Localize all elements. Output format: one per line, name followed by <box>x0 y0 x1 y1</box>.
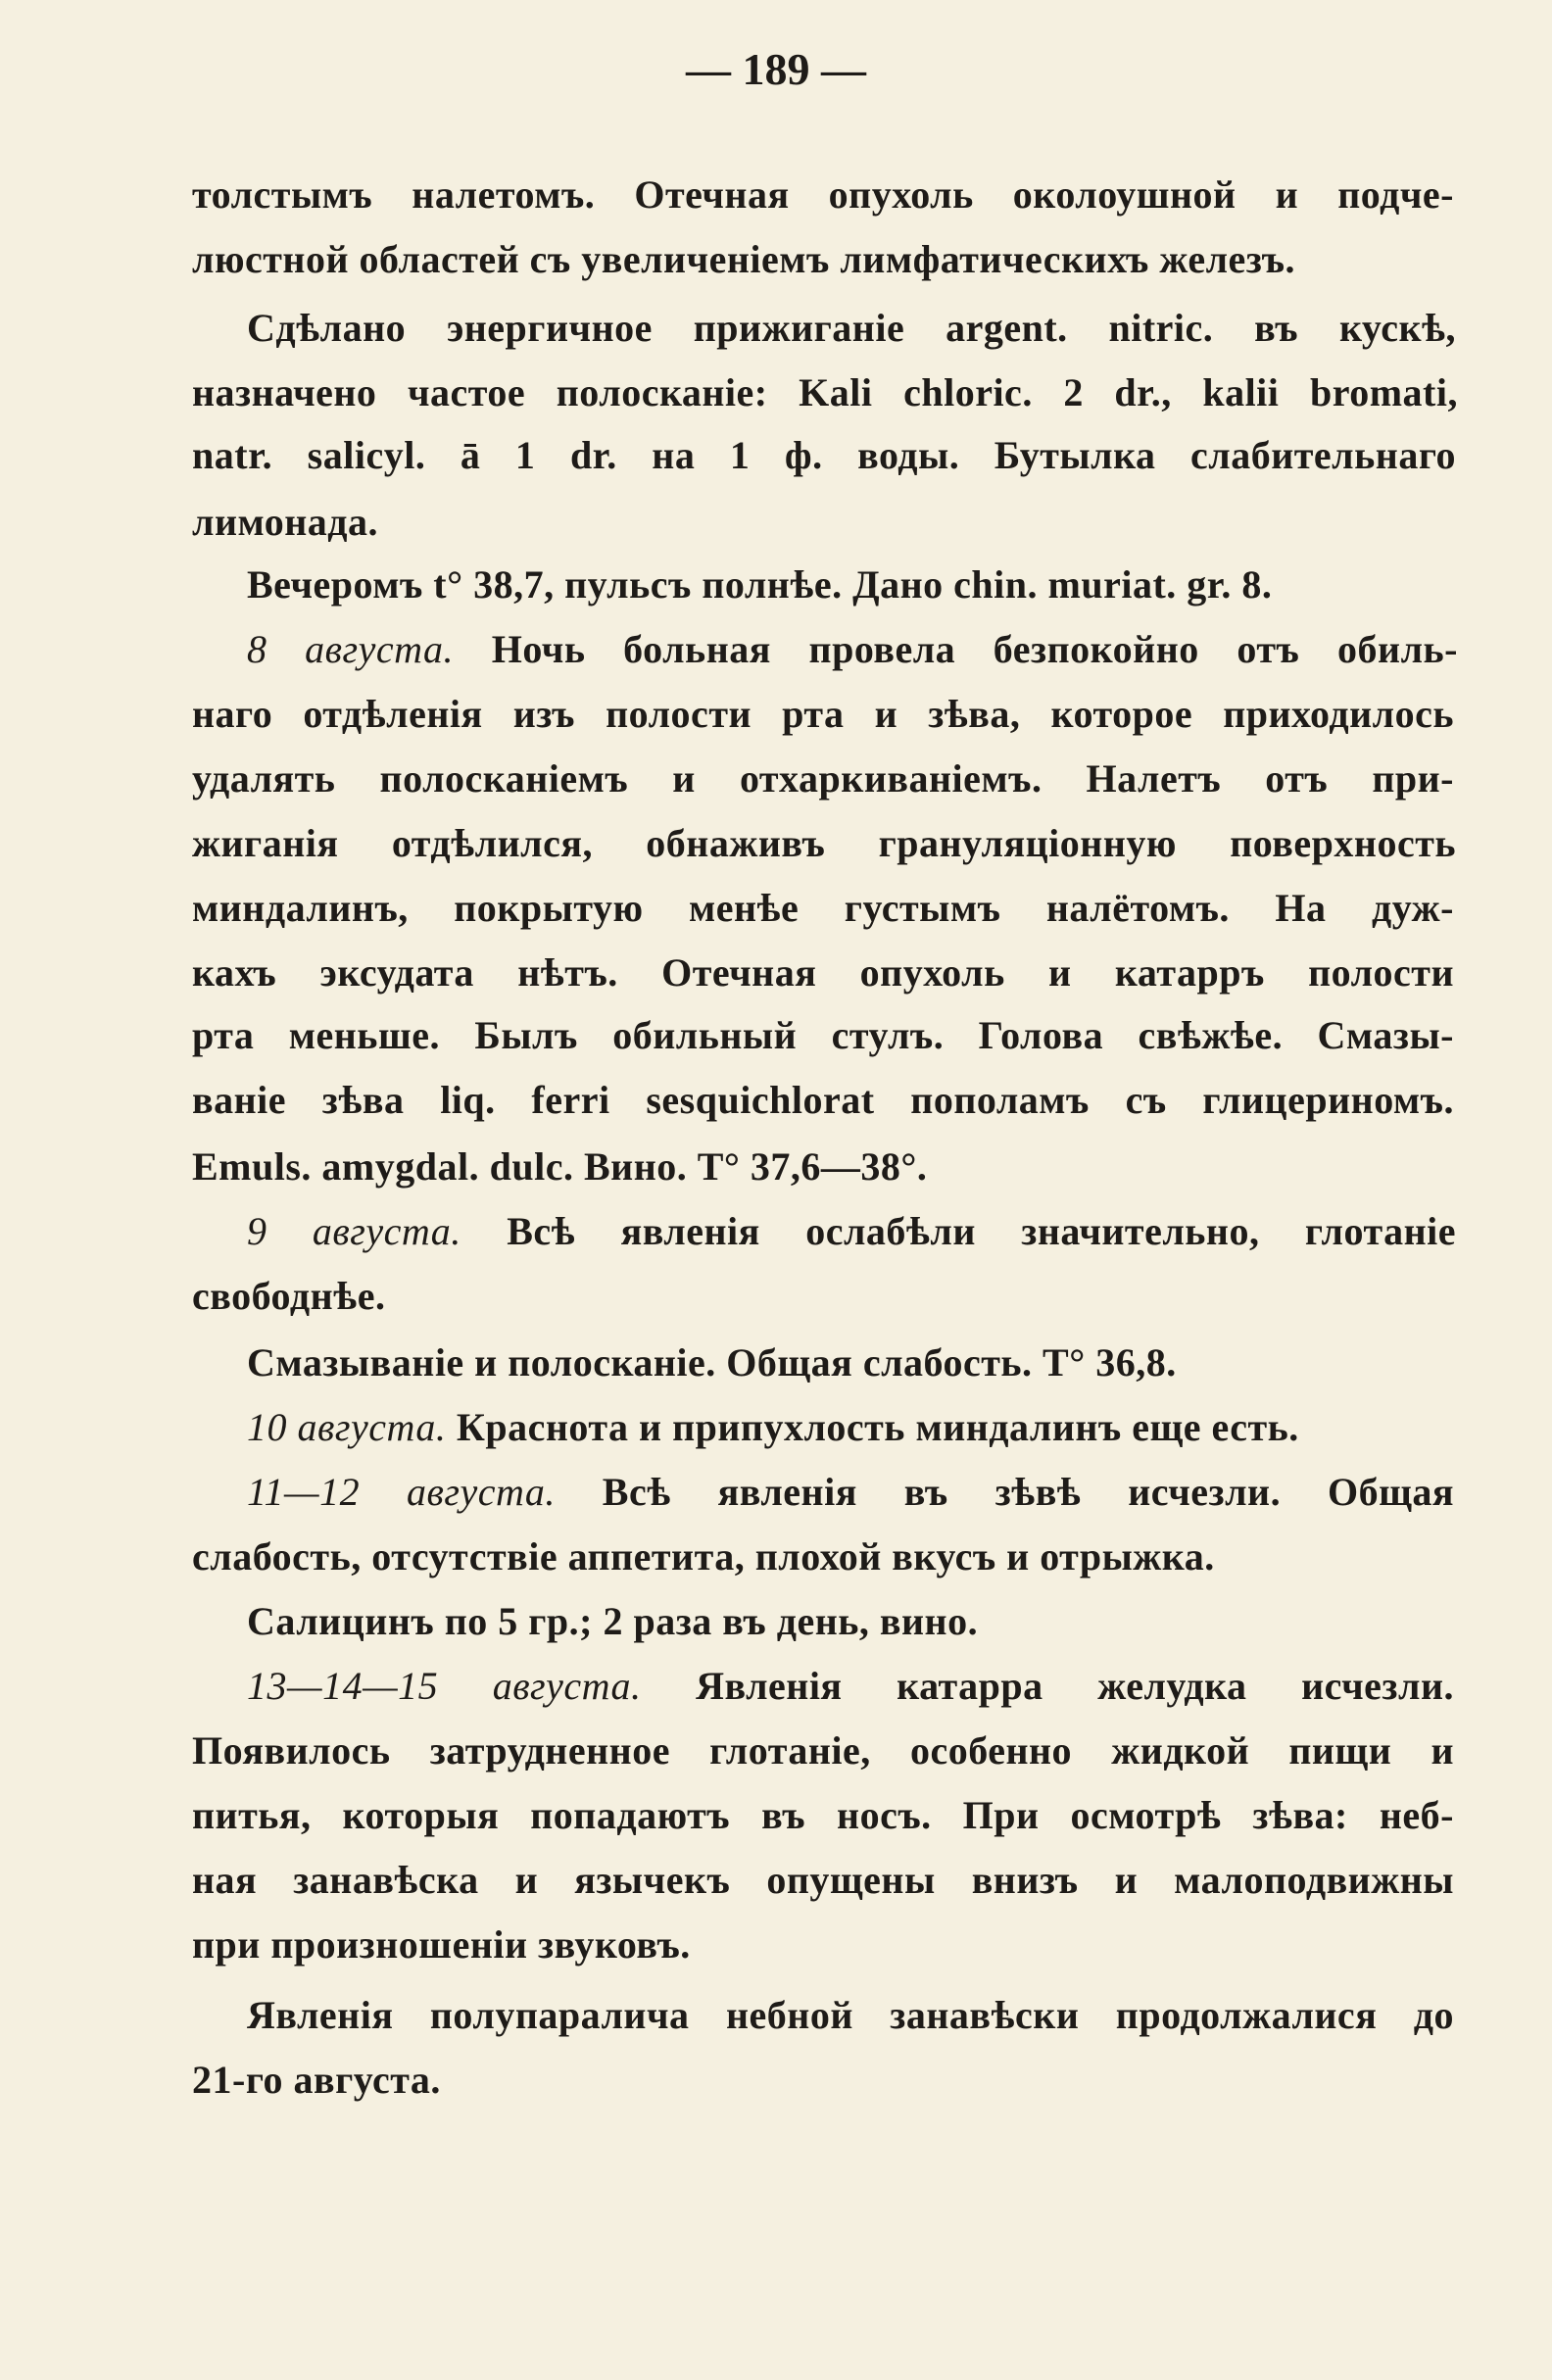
line-text: Всѣ явленія въ зѣвѣ исчезли. Общая <box>602 1470 1454 1514</box>
text-line <box>247 553 1454 617</box>
text-line <box>192 1848 1454 1913</box>
line-text: миндалинъ, покрытую менѣе густымъ налётомъ. На дуж- <box>192 886 1454 930</box>
text-line <box>192 876 1454 941</box>
line-text: удалять полосканіемъ и отхаркиваніемъ. Налетъ отъ при- <box>192 756 1454 801</box>
page-number: — 189 — <box>686 44 866 94</box>
text-line <box>192 941 1454 1005</box>
text-line <box>192 1135 1454 1199</box>
text-line <box>192 1068 1454 1133</box>
text-line <box>192 1719 1454 1783</box>
line-text: Явленія полупаралича небной занавѣски продолжалися до <box>247 1993 1454 2037</box>
text-line <box>192 1264 1454 1329</box>
text-line <box>247 1654 1454 1719</box>
line-text: Явленія катарра желудка исчезли. <box>696 1664 1454 1708</box>
text-line <box>192 423 1456 488</box>
line-text: Сдѣлано энергичное прижиганіе argent. nitric. въ кускѣ, <box>247 306 1456 350</box>
text-line <box>247 296 1456 361</box>
line-text: жиганія отдѣлился, обнаживъ грануляціонную поверхность <box>192 821 1456 865</box>
line-text: при произношеніи звуковъ. <box>192 1922 691 1967</box>
line-text: Всѣ явленія ослабѣли значительно, глотаніе <box>507 1209 1456 1253</box>
line-text: наго отдѣленія изъ полости рта и зѣва, которое приходилось <box>192 692 1454 736</box>
entry-date: 11—12 августа. <box>247 1470 556 1514</box>
line-text: ваніе зѣва liq. ferri sesquichlorat пополамъ съ глицериномъ. <box>192 1078 1454 1122</box>
text-line <box>192 163 1454 227</box>
line-text: natr. salicyl. ā 1 dr. на 1 ф. воды. Бутылка слабительнаго <box>192 433 1456 477</box>
text-line <box>247 1331 1454 1395</box>
line-text: Краснота и припухлость миндалинъ еще есть. <box>456 1405 1299 1449</box>
line-text: лимонада. <box>192 500 378 544</box>
text-line <box>192 747 1454 811</box>
text-line <box>192 1783 1454 1848</box>
text-line <box>247 1983 1454 2048</box>
line-text: ная занавѣска и язычекъ опущены внизъ и малоподвижны <box>192 1858 1454 1902</box>
text-line <box>192 1003 1454 1068</box>
entry-date: 13—14—15 августа. <box>247 1664 642 1708</box>
text-line <box>192 361 1458 425</box>
text-line <box>247 1460 1454 1525</box>
line-text: рта меньше. Былъ обильный стулъ. Голова свѣжѣе. Смазы- <box>192 1013 1454 1057</box>
text-line <box>192 227 1432 292</box>
line-text: толстымъ налетомъ. Отечная опухоль околоушной и подче- <box>192 172 1454 217</box>
line-text: 21-го августа. <box>192 2058 441 2102</box>
line-text: питья, которыя попадаютъ въ носъ. При осмотрѣ зѣва: неб- <box>192 1793 1454 1837</box>
line-text: Смазываніе и полосканіе. Общая слабость. T° 36,8. <box>247 1340 1177 1384</box>
text-line <box>247 617 1458 682</box>
line-text: Emuls. amygdal. dulc. Вино. T° 37,6—38°. <box>192 1144 928 1189</box>
line-text: Вечеромъ t° 38,7, пульсъ полнѣе. Дано chin. muriat. gr. 8. <box>247 562 1273 607</box>
text-line <box>247 1589 1454 1654</box>
text-line <box>192 682 1454 747</box>
line-text: люстной областей съ увеличеніемъ лимфатическихъ железъ. <box>192 237 1296 281</box>
text-line <box>192 490 1454 555</box>
text-line <box>192 1525 1454 1589</box>
entry-date: 9 августа. <box>247 1209 461 1253</box>
line-text: Появилось затрудненное глотаніе, особенно жидкой пищи и <box>192 1728 1454 1773</box>
line-text: свободнѣе. <box>192 1274 386 1318</box>
line-text: Салицинъ по 5 гр.; 2 раза въ день, вино. <box>247 1599 979 1643</box>
text-line <box>192 811 1456 876</box>
line-text: слабость, отсутствіе аппетита, плохой вкусъ и отрыжка. <box>192 1534 1215 1579</box>
line-text: Ночь больная провела безпокойно отъ обиль- <box>491 627 1458 671</box>
entry-date: 10 августа. <box>247 1405 447 1449</box>
entry-date: 8 августа. <box>247 627 455 671</box>
text-line <box>192 2048 1454 2113</box>
text-line <box>247 1395 1458 1460</box>
text-line <box>192 1913 1454 1977</box>
line-text: назначено частое полосканіе: Kali chloric. 2 dr., kalii bromati, <box>192 370 1458 414</box>
text-line <box>247 1199 1456 1264</box>
line-text: кахъ эксудата нѣтъ. Отечная опухоль и катарръ полости <box>192 950 1454 995</box>
